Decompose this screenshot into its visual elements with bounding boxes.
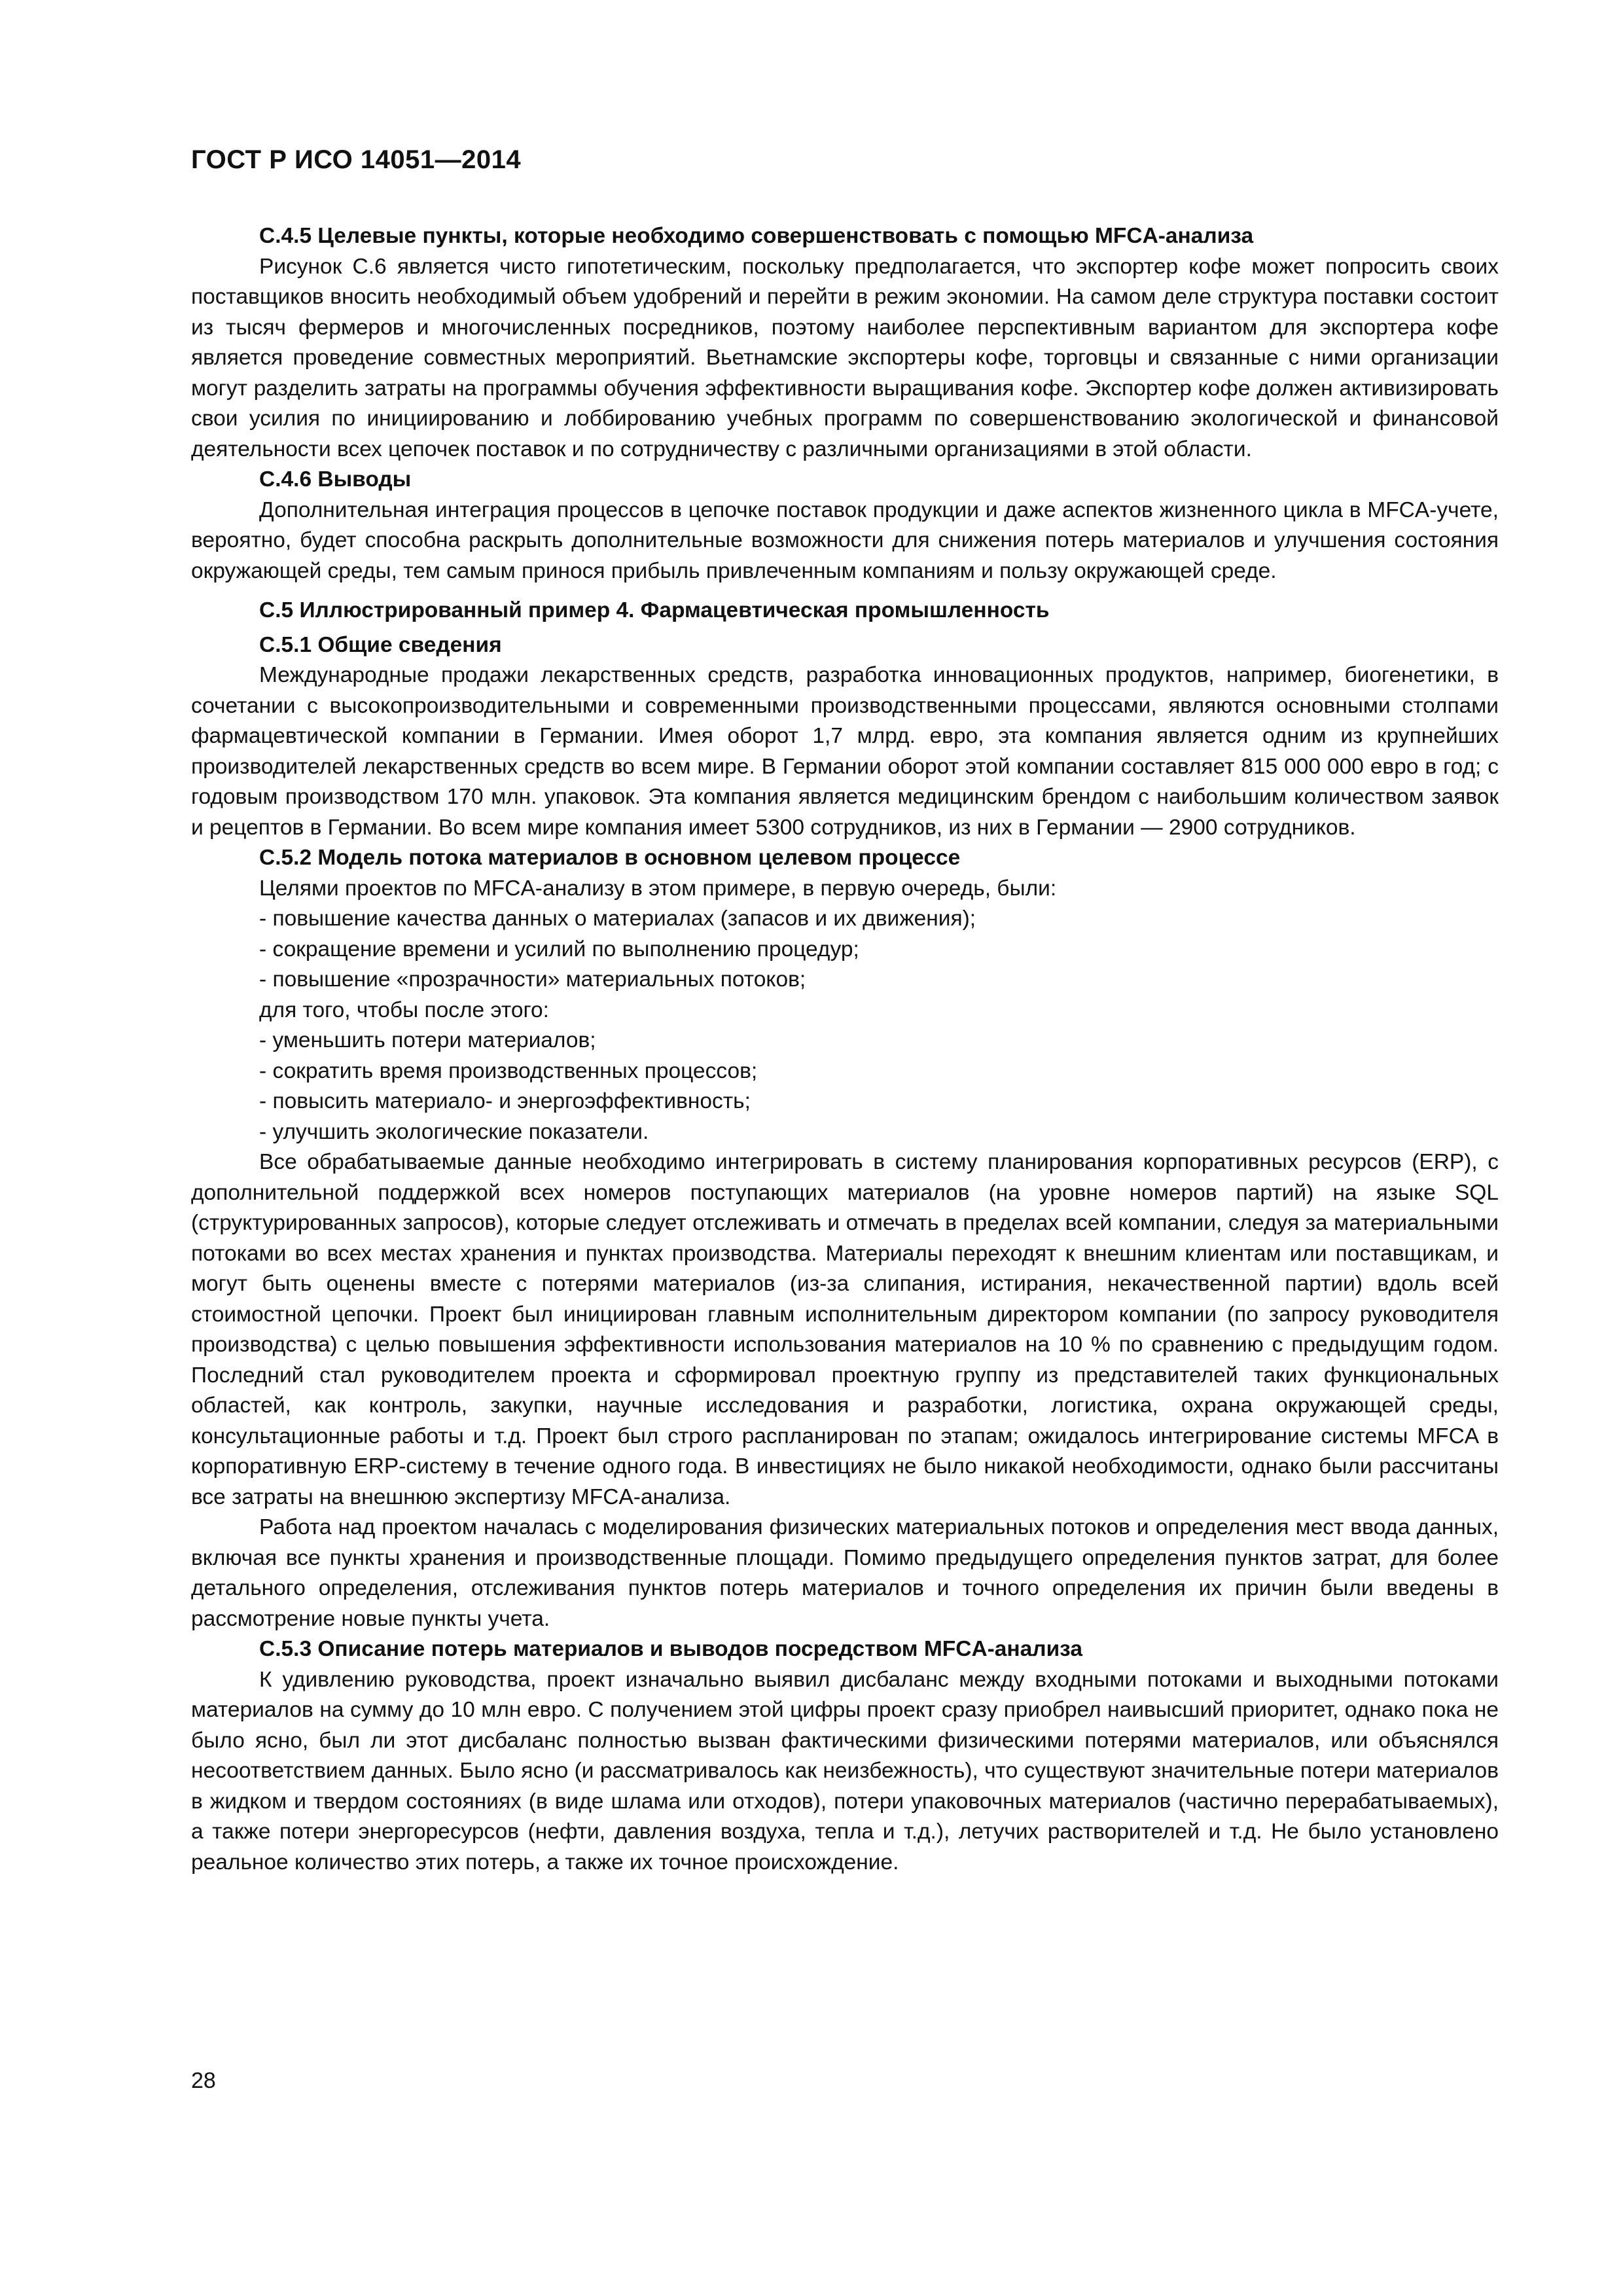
section-heading-c51: С.5.1 Общие сведения (259, 632, 502, 657)
section-paragraph-c51: Международные продажи лекарственных средств, разработка инновационных продуктов, например, биогенетики, в сочетании с высокопроизводительными и современными производственными процессами, являются основными столпами фармацевтической компании в Германии. Имея оборот 1,7 млрд. евро, эта компания является одним из крупнейших производителей лекарственных средств во всем мире. В Германии оборот этой компании составляет 815 000 000 евро в год; с годовым производством 170 млн. упаковок. Эта компания является медицинским брендом с наибольшим количеством заявок и рецептов в Германии. Во всем мире компания имеет 5300 сотрудников, из них в Германии — 2900 сотрудников. (191, 663, 1499, 840)
section-paragraph-c52-2: Работа над проектом началась с моделирования физических материальных потоков и определения мест ввода данных, включая все пункты хранения и производственные площади. Помимо предыдущего определения пунктов затрат, для более детального определения, отслеживания пунктов потерь материалов и точного определения их причин были введены в рассмотрение новые пункты учета. (191, 1515, 1499, 1631)
list-item: - сократить время производственных процессов; (259, 1058, 758, 1083)
section-intro-c52: Целями проектов по MFCA-анализу в этом примере, в первую очередь, были: (259, 876, 1057, 901)
list-item: - повышение качества данных о материалах (запасов и их движения); (259, 906, 976, 931)
section-paragraph-c45: Рисунок С.6 является чисто гипотетическим, поскольку предполагается, что экспортер кофе может попросить своих поставщиков вносить необходимый объем удобрений и перейти в режим экономии. На самом деле структура поставки состоит из тысяч фермеров и многочисленных посредников, поэтому наиболее перспективным вариантом для экспортера кофе является проведение совместных мероприятий. Вьетнамские экспортеры кофе, торговцы и связанные с ними организации могут разделить затраты на программы обучения эффективности выращивания кофе. Экспортер кофе должен активизировать свои усилия по инициированию и лоббированию учебных программ по совершенствованию экологической и финансовой деятельности всех цепочек поставок и по сотрудничеству с различными организациями в этой области. (191, 254, 1499, 461)
section-paragraph-c46: Дополнительная интеграция процессов в цепочке поставок продукции и даже аспектов жизненного цикла в MFCA-учете, вероятно, будет способна раскрыть дополнительные возможности для снижения потерь материалов и улучшения состояния окружающей среды, тем самым принося прибыль привлеченным компаниям и пользу окружающей среде. (191, 497, 1499, 583)
document-body (191, 221, 1499, 1878)
goals-list (191, 904, 1499, 996)
section-heading-c53: С.5.3 Описание потерь материалов и выводов посредством MFCA-анализа (259, 1637, 1083, 1661)
section-middle-c52: для того, чтобы после этого: (259, 997, 549, 1022)
section-heading-c52: С.5.2 Модель потока материалов в основном целевом процессе (259, 846, 961, 870)
section-heading-c5: С.5 Иллюстрированный пример 4. Фармацевтическая промышленность (259, 598, 1050, 622)
section-heading-c46: С.4.6 Выводы (259, 467, 412, 492)
outcomes-list (191, 1026, 1499, 1147)
list-item: - повышение «прозрачности» материальных потоков; (259, 967, 806, 992)
section-paragraph-c53: К удивлению руководства, проект изначально выявил дисбаланс между входными потоками и выходными потоками материалов на сумму до 10 млн евро. С получением этой цифры проект сразу приобрел наивысший приоритет, однако пока не было ясно, был ли этот дисбаланс полностью вызван фактическими физическими потерями материалов, или объяснялся несоответствием данных. Было ясно (и рассматривалось как неизбежность), что существуют значительные потери материалов в жидком и твердом состояниях (в виде шлама или отходов), потери упаковочных материалов (частично перерабатываемых), а также потери энергоресурсов (нефти, давления воздуха, тепла и т.д.), летучих растворителей и т.д. Не было установлено реальное количество этих потерь, а также их точное происхождение. (191, 1667, 1499, 1874)
list-item: - уменьшить потери материалов; (259, 1028, 596, 1052)
standard-code-header: ГОСТ Р ИСО 14051—2014 (191, 145, 522, 174)
list-item: - улучшить экологические показатели. (259, 1119, 649, 1144)
list-item: - сокращение времени и усилий по выполнению процедур; (259, 937, 859, 961)
section-paragraph-c52-1: Все обрабатываемые данные необходимо интегрировать в систему планирования корпоративных ресурсов (ERP), с дополнительной поддержкой всех номеров поступающих материалов (на уровне номеров партий) на языке SQL (структурированных запросов), которые следует отслеживать и отмечать в пределах всей компании, следуя за материальными потоками во всех местах хранения и пунктах производства. Материалы переходят к внешним клиентам или поставщикам, и могут быть оценены вместе с потерями материалов (из-за слипания, истирания, некачественной партии) вдоль всей стоимостной цепочки. Проект был инициирован главным исполнительным директором компании (по запросу руководителя производства) с целью повышения эффективности использования материалов на 10 % по сравнению с предыдущим годом. Последний стал руководителем проекта и сформировал проектную группу из представителей таких функциональных областей, как контроль, закупки, научные исследования и разработки, логистика, охрана окружающей среды, консультационные работы и т.д. Проект был строго распланирован по этапам; ожидалось интегрирование системы MFCA в корпоративную ERP-систему в течение одного года. В инвестициях не было никакой необходимости, однако были рассчитаны все затраты на внешнюю экспертизу MFCA-анализа. (191, 1150, 1499, 1509)
section-heading-c45: С.4.5 Целевые пункты, которые необходимо совершенствовать с помощью MFCA-анализа (259, 224, 1254, 248)
list-item: - повысить материало- и энергоэффективность; (259, 1089, 751, 1113)
page-number: 28 (191, 2068, 216, 2093)
